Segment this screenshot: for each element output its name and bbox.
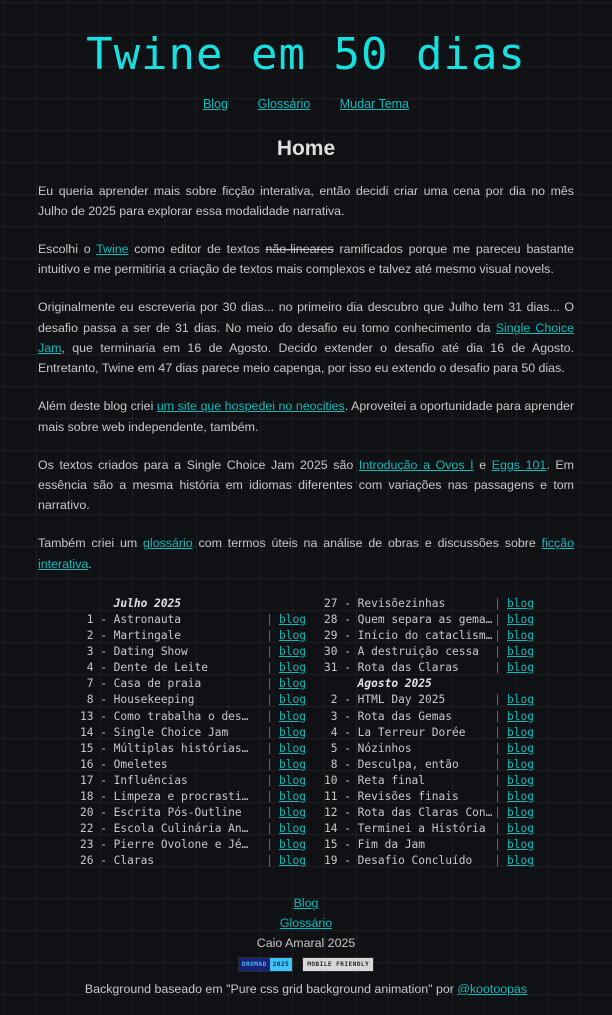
day-number: 18 — [80, 790, 94, 803]
day-entry-title: Nózinhos — [357, 741, 412, 755]
day-number: 11 — [324, 790, 338, 803]
day-entry-row — [80, 773, 306, 789]
day-entry-row — [80, 660, 306, 676]
copyright-text: Caio Amaral 2025 — [256, 935, 356, 950]
day-entry-blog-link[interactable]: blog — [507, 629, 534, 643]
day-entry-title: A destruição cessa — [357, 645, 479, 659]
day-entry-title: Fim da Jam — [357, 838, 426, 852]
day-entry-title: Reta final — [357, 773, 426, 787]
nav-glossario[interactable]: Glossário — [257, 96, 311, 111]
day-entry-row — [80, 821, 306, 837]
day-entry-title: Pierre Ovolone e Jé… — [113, 838, 249, 852]
day-entry-blog-link[interactable]: blog — [507, 725, 534, 739]
day-number: 5 — [330, 741, 338, 755]
day-dash: - — [100, 790, 107, 803]
day-entry-blog-link[interactable]: blog — [279, 822, 306, 836]
row-separator: | — [266, 790, 274, 803]
row-separator: | — [494, 661, 502, 675]
day-dash: - — [100, 773, 107, 787]
day-entry-lists — [38, 596, 574, 870]
row-separator: | — [266, 612, 274, 626]
day-entry-row — [324, 853, 534, 869]
day-number: 12 — [324, 806, 338, 820]
introducao-ovos-link[interactable]: Introdução a Ovos I — [358, 457, 474, 472]
day-dash: - — [100, 677, 107, 691]
top-nav — [0, 97, 612, 111]
day-entry-title: Housekeeping — [113, 693, 195, 707]
day-entry-blog-link[interactable]: blog — [507, 596, 534, 610]
day-dash: - — [100, 709, 107, 723]
day-entry-blog-link[interactable]: blog — [507, 854, 534, 868]
day-number: 10 — [324, 773, 338, 787]
day-dash: - — [100, 806, 107, 820]
day-entry-blog-link[interactable]: blog — [279, 612, 306, 626]
month-heading — [324, 676, 534, 692]
day-entry-blog-link[interactable]: blog — [279, 741, 306, 755]
day-entry-row — [324, 644, 534, 660]
day-entry-blog-link[interactable]: blog — [279, 838, 306, 852]
dromad-badge-left-label: DROMAD — [239, 958, 270, 971]
day-entry-title: Escrita Pós-Outline — [113, 806, 242, 820]
day-entry-blog-link[interactable]: blog — [279, 854, 306, 868]
day-entry-blog-link[interactable]: blog — [279, 645, 306, 659]
day-entry-blog-link[interactable]: blog — [507, 645, 534, 659]
day-entry-blog-link[interactable]: blog — [507, 693, 534, 707]
paragraph-intro-text: Eu queria aprender mais sobre ficção interativa, então decidi criar uma cena por dia no mês Julho de 2025 para explorar essa modalidade narrativa. — [38, 183, 574, 218]
background-credit-text: Background baseado em "Pure css grid background animation" por — [84, 981, 458, 996]
day-entry-title: Escola Culinária An… — [113, 822, 249, 836]
day-dash: - — [344, 854, 351, 868]
day-number: 27 — [324, 596, 338, 610]
paragraph-desafio — [38, 297, 574, 378]
day-entry-title: Claras — [113, 854, 155, 868]
day-entry-row — [324, 709, 534, 725]
day-entry-row — [80, 741, 306, 757]
footer-blog-line — [0, 895, 612, 912]
day-entry-row — [324, 789, 534, 805]
paragraph-neocities — [38, 396, 574, 436]
day-entry-title: Dente de Leite — [113, 661, 208, 675]
day-entry-blog-link[interactable]: blog — [279, 693, 306, 707]
day-number: 17 — [80, 773, 94, 787]
mobile-friendly-badge-label: MOBILE FRIENDLY — [303, 958, 373, 971]
day-entry-blog-link[interactable]: blog — [279, 773, 306, 787]
para2-strikethrough: não-lineares — [265, 242, 334, 257]
day-dash: - — [344, 773, 351, 787]
day-entry-row — [324, 660, 534, 676]
day-number: 2 — [330, 693, 338, 707]
month-heading — [80, 596, 306, 612]
day-entry-title: Influências — [113, 773, 188, 787]
nav-mudar-tema[interactable]: Mudar Tema — [339, 96, 410, 111]
day-entry-blog-link[interactable]: blog — [507, 661, 534, 675]
row-separator: | — [266, 757, 274, 771]
day-entry-blog-link[interactable]: blog — [507, 806, 534, 820]
row-separator: | — [266, 645, 274, 659]
day-dash: - — [100, 741, 107, 755]
page-title: Home — [276, 136, 336, 160]
day-entry-blog-link[interactable]: blog — [279, 725, 306, 739]
month-heading-label: Agosto 2025 — [357, 677, 432, 691]
background-credit — [0, 981, 612, 998]
day-entry-title: HTML Day 2025 — [357, 693, 446, 707]
para4-text-a: Além deste blog criei — [38, 399, 157, 414]
day-dash: - — [344, 725, 351, 739]
day-entry-blog-link[interactable]: blog — [507, 741, 534, 755]
day-dash: - — [344, 757, 351, 771]
day-entry-title: Como trabalha o des… — [113, 709, 249, 723]
row-separator: | — [266, 806, 274, 820]
day-entry-title: Single Choice Jam — [113, 725, 229, 739]
kootoopas-link[interactable]: @kootoopas — [457, 981, 528, 996]
day-entry-blog-link[interactable]: blog — [279, 806, 306, 820]
row-separator: | — [494, 838, 502, 852]
day-number: 19 — [324, 854, 338, 868]
para3-text-b: , que terminaria em 16 de Agosto. Decido extender o desafio até dia 16 de Agosto. Entretanto, Twine em 47 dias parece meio capenga, por isso eu extendo o desafio para 50 dias. — [38, 340, 574, 376]
row-separator: | — [266, 854, 274, 868]
day-dash: - — [344, 806, 351, 820]
day-dash: - — [344, 645, 351, 659]
row-separator: | — [266, 741, 274, 755]
nav-blog[interactable]: Blog — [202, 96, 228, 111]
eggs-101-link[interactable]: Eggs 101 — [491, 457, 547, 472]
day-entry-row — [324, 805, 534, 821]
site-title: Twine em 50 dias — [86, 29, 526, 80]
day-dash: - — [100, 838, 107, 852]
para4-text-b: . Aproveitei a oportunidade para aprender mais sobre web independente, também. — [38, 399, 574, 434]
day-entry-blog-link[interactable]: blog — [507, 709, 534, 723]
day-entry-blog-link[interactable]: blog — [279, 661, 306, 675]
day-dash: - — [344, 612, 351, 626]
day-entry-title: Revisões finais — [357, 790, 459, 803]
day-entry-title: Revisõezinhas — [357, 596, 446, 610]
day-entry-blog-link[interactable]: blog — [507, 612, 534, 626]
footer-link-glossario[interactable]: Glossário — [279, 916, 333, 931]
row-separator: | — [494, 854, 502, 868]
day-dash: - — [344, 822, 351, 836]
day-dash: - — [344, 693, 351, 707]
day-dash: - — [344, 596, 351, 610]
day-number: 20 — [80, 806, 94, 820]
row-separator: | — [494, 790, 502, 803]
day-entry-blog-link[interactable]: blog — [279, 790, 306, 803]
day-entry-row — [324, 692, 534, 708]
day-entry-row — [324, 773, 534, 789]
footer-glossario-line — [0, 915, 612, 932]
day-entry-blog-link[interactable]: blog — [279, 757, 306, 771]
day-number: 30 — [324, 645, 338, 659]
day-entry-row — [324, 741, 534, 757]
day-number: 4 — [330, 725, 338, 739]
day-entry-blog-link[interactable]: blog — [507, 838, 534, 852]
day-number: 26 — [80, 854, 94, 868]
row-separator: | — [266, 773, 274, 787]
row-separator: | — [494, 645, 502, 659]
day-number: 14 — [80, 725, 94, 739]
day-dash: - — [100, 757, 107, 771]
day-entry-title: Astronauta — [113, 612, 182, 626]
day-entry-row — [324, 821, 534, 837]
paragraph-twine — [38, 239, 574, 279]
day-entry-title: Dating Show — [113, 645, 188, 659]
day-number: 29 — [324, 629, 338, 643]
day-entry-row — [324, 612, 534, 628]
row-separator: | — [266, 693, 274, 707]
main-content — [0, 137, 612, 870]
day-entry-title: Desculpa, então — [357, 757, 459, 771]
row-separator: | — [494, 596, 502, 610]
day-number: 16 — [80, 757, 94, 771]
day-dash: - — [100, 822, 107, 836]
day-number: 8 — [330, 757, 338, 771]
day-entry-title: Limpeza e procrasti… — [113, 790, 249, 803]
row-separator: | — [266, 725, 274, 739]
day-entry-row — [80, 725, 306, 741]
day-entry-title: Casa de praia — [113, 677, 202, 691]
row-separator: | — [494, 629, 502, 643]
day-number: 13 — [80, 709, 94, 723]
day-entry-title: Desafio Concluído — [357, 854, 473, 868]
day-dash: - — [344, 741, 351, 755]
single-choice-jam-link[interactable]: Single Choice Jam — [38, 320, 574, 355]
day-entry-row — [324, 757, 534, 773]
site-header — [0, 0, 612, 111]
day-entry-blog-link[interactable]: blog — [279, 677, 306, 691]
para2-text-b: como editor de textos — [128, 242, 266, 257]
day-entry-title: Quem separa as gema… — [357, 612, 493, 626]
paragraph-glossario — [38, 533, 574, 573]
mobile-friendly-badge[interactable] — [302, 957, 374, 972]
row-separator: | — [494, 822, 502, 836]
para6-text-c: . — [88, 556, 92, 571]
day-entry-title: Rota das Claras Con… — [357, 806, 493, 820]
dromad-badge[interactable] — [238, 957, 293, 972]
day-number: 14 — [324, 822, 338, 836]
row-separator: | — [494, 757, 502, 771]
day-dash: - — [100, 629, 107, 643]
row-separator: | — [266, 822, 274, 836]
para5-text-c: . Em essência são a mesma história em idiomas diferentes com variações nas passagens e tom narrativo. — [38, 457, 574, 513]
day-entry-row — [80, 612, 306, 628]
neocities-link[interactable]: um site que hospedei no neocities — [156, 399, 345, 414]
day-entry-row — [80, 789, 306, 805]
para3-text-a: Originalmente eu escreveria por 30 dias... no primeiro dia descubro que Julho tem 31 dias... O desafio passa a ser de 31 dias. No meio do desafio eu tomo conhecimento da — [38, 300, 574, 335]
para2-text-a: Escolhi o — [38, 242, 97, 257]
day-number: 15 — [324, 838, 338, 852]
day-entry-title: Terminei a História — [357, 822, 486, 836]
day-entry-title: Omeletes — [113, 757, 168, 771]
day-dash: - — [100, 612, 107, 626]
month-heading-label: Julho 2025 — [113, 596, 182, 610]
day-dash: - — [100, 725, 107, 739]
day-entry-row — [80, 692, 306, 708]
row-separator: | — [494, 741, 502, 755]
row-separator: | — [494, 709, 502, 723]
paragraph-intro — [38, 181, 574, 221]
row-separator: | — [266, 661, 274, 675]
day-dash: - — [344, 838, 351, 852]
day-entry-blog-link[interactable]: blog — [279, 629, 306, 643]
day-dash: - — [100, 645, 107, 659]
day-entry-row — [80, 853, 306, 869]
day-number: 3 — [330, 709, 338, 723]
para5-text-a: Os textos criados para a Single Choice Jam 2025 são — [38, 457, 359, 472]
day-entry-row — [80, 676, 306, 692]
day-number: 7 — [86, 677, 94, 691]
day-entry-row — [324, 725, 534, 741]
day-dash: - — [100, 854, 107, 868]
day-dash: - — [344, 661, 351, 675]
day-entry-row — [80, 757, 306, 773]
row-separator: | — [266, 629, 274, 643]
day-entry-row — [80, 644, 306, 660]
ficcao-interativa-link[interactable]: ficção interativa — [38, 536, 574, 571]
dromad-badge-right-label: 2025 — [270, 958, 293, 971]
day-entry-row — [324, 837, 534, 853]
site-footer — [0, 895, 612, 1015]
day-entry-blog-link[interactable]: blog — [507, 757, 534, 771]
day-entry-title: Início do cataclism… — [357, 629, 493, 643]
day-number: 31 — [324, 661, 338, 675]
day-list-column-right — [306, 596, 534, 870]
day-entry-row — [80, 805, 306, 821]
day-entry-row — [80, 837, 306, 853]
para6-text-b: com termos úteis na análise de obras e discussões sobre — [192, 536, 542, 551]
day-entry-row — [324, 596, 534, 612]
row-separator: | — [266, 838, 274, 852]
day-entry-title: Rota das Claras — [357, 661, 459, 675]
day-number: 3 — [86, 645, 94, 659]
paragraph-textos — [38, 455, 574, 516]
day-entry-title: Martingale — [113, 629, 182, 643]
row-separator: | — [494, 806, 502, 820]
row-separator: | — [494, 612, 502, 626]
day-entry-title: La Terreur Dorée — [357, 725, 466, 739]
day-number: 8 — [86, 693, 94, 707]
day-list-column-left — [78, 596, 306, 870]
day-number: 28 — [324, 612, 338, 626]
row-separator: | — [266, 709, 274, 723]
day-entry-blog-link[interactable]: blog — [279, 709, 306, 723]
para2-text-c: ramificados porque me pareceu bastante intuitivo e me permitiria a criação de textos mais complexos e talvez até mesmo visual novels. — [38, 242, 574, 277]
day-dash: - — [344, 629, 351, 643]
day-number: 23 — [80, 838, 94, 852]
day-number: 22 — [80, 822, 94, 836]
day-dash: - — [344, 709, 351, 723]
day-number: 2 — [86, 629, 94, 643]
day-entry-blog-link[interactable]: blog — [507, 822, 534, 836]
para6-text-a: Também criei um — [38, 536, 144, 551]
day-entry-row — [324, 628, 534, 644]
day-dash: - — [344, 790, 351, 803]
para5-text-b: e — [473, 457, 492, 472]
row-separator: | — [494, 693, 502, 707]
row-separator: | — [494, 725, 502, 739]
day-number: 15 — [80, 741, 94, 755]
row-separator: | — [494, 773, 502, 787]
day-entry-title: Rota das Gemas — [357, 709, 452, 723]
row-separator: | — [266, 677, 274, 691]
footer-badges — [0, 957, 612, 972]
day-entry-blog-link[interactable]: blog — [507, 773, 534, 787]
day-entry-title: Múltiplas histórias… — [113, 741, 249, 755]
day-entry-blog-link[interactable]: blog — [507, 790, 534, 803]
glossario-link[interactable]: glossário — [143, 536, 193, 551]
day-number: 4 — [86, 661, 94, 675]
twine-link[interactable]: Twine — [96, 242, 129, 257]
day-entry-row — [80, 709, 306, 725]
day-entry-row — [80, 628, 306, 644]
day-number: 1 — [86, 612, 94, 626]
day-dash: - — [100, 661, 107, 675]
footer-link-blog[interactable]: Blog — [293, 896, 319, 911]
day-dash: - — [100, 693, 107, 707]
